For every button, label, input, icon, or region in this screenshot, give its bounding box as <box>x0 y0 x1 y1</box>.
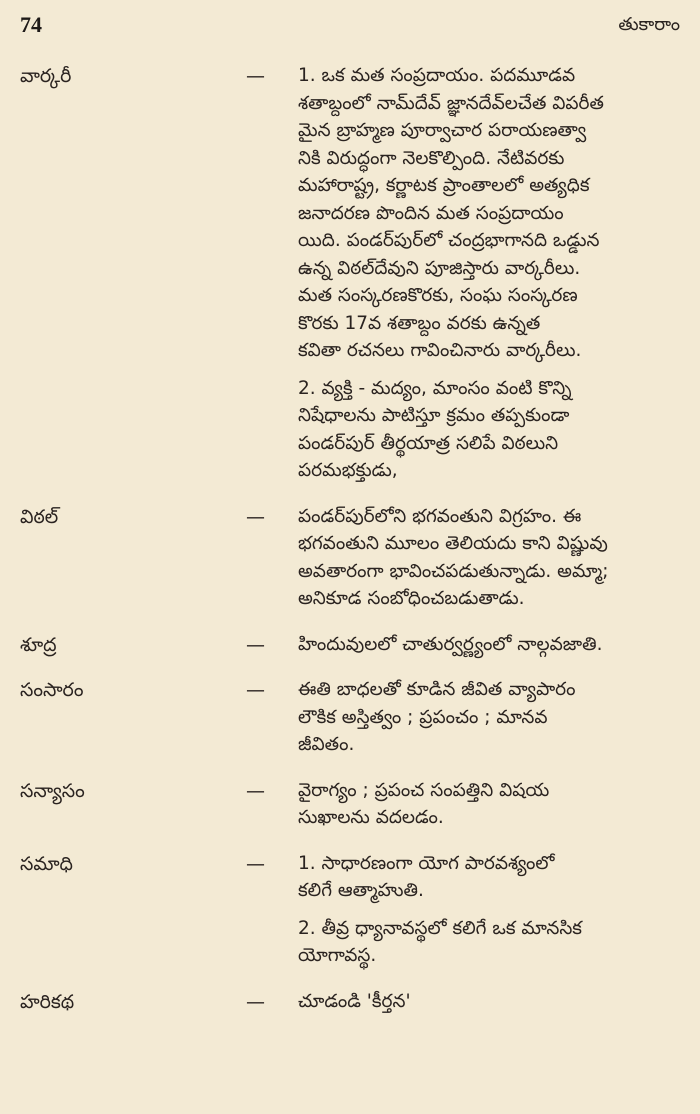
glossary-term: హరికథ <box>20 990 75 1013</box>
page-number: 74 <box>20 12 42 37</box>
definition-paragraph: వైరాగ్యం ; ప్రపంచ సంపత్తిని విషయ సుఖాలను వదలడం. <box>298 779 550 828</box>
em-dash: — <box>246 990 265 1013</box>
glossary-entry-varkari <box>0 62 700 485</box>
glossary-entry-shudra <box>0 631 700 659</box>
definition-paragraph: 1. ఒక మత సంప్రదాయం. పదమూడవ శతాబ్దంలో నామ్‌దేవ్ జ్ఞానదేవ్‌లచేత విపరీత మైన బ్రాహ్మణ పూర్వాచార పరాయణత్వా నికి విరుద్ధంగా నెలకొల్పింది. నేటివరకు మహారాష్ట్ర, కర్ణాటక ప్రాంతాలలో అత్యధిక జనాదరణ పొందిన మత సంప్రదాయం యిది. పండర్‌పుర్‌లో చంద్రభాగానది ఒడ్డున ఉన్న విఠల్‌దేవుని పూజిస్తారు వార్కరీలు. మత సంస్కరణకొరకు, సంఘ సంస్కరణ కొరకు 17వ శతాబ్దం వరకు ఉన్నత కవితా రచనలు గావించినారు వార్కరీలు. <box>298 65 604 361</box>
em-dash: — <box>246 852 265 875</box>
em-dash: — <box>246 779 265 802</box>
em-dash: — <box>246 633 265 656</box>
definition-paragraph: ఈతి బాధలతో కూడిన జీవిత వ్యాపారం లౌకిక అస్తిత్వం ; ప్రపంచం ; మానవ జీవితం. <box>298 679 576 755</box>
em-dash: — <box>246 65 265 87</box>
glossary-term: శూద్ర <box>20 633 57 656</box>
glossary-entry-sanyasam <box>0 777 700 832</box>
glossary-term: సమాధి <box>20 852 73 875</box>
em-dash: — <box>246 505 265 528</box>
glossary-term: సంసారం <box>20 679 84 701</box>
glossary-entry-samadhi <box>0 850 700 970</box>
glossary-term: విఠల్ <box>20 505 59 528</box>
em-dash: — <box>246 679 265 701</box>
glossary-entry-vithal <box>0 503 700 613</box>
definition-paragraph: 2. తీవ్ర ధ్యానావస్థలో కలిగే ఒక మానసిక యోగావస్థ. <box>298 917 582 966</box>
running-head: తుకారాం <box>618 14 680 35</box>
glossary-entry-samsaram <box>0 676 700 759</box>
glossary-term: సన్యాసం <box>20 779 85 802</box>
glossary <box>0 62 700 1033</box>
definition-paragraph: చూడండి 'కీర్తన' <box>298 990 411 1012</box>
glossary-term: వార్కరీ <box>20 65 72 87</box>
definition-paragraph: 1. సాధారణంగా యోగ పారవశ్యంలో కలిగే ఆత్మాహుతి. <box>298 852 555 901</box>
definition-paragraph: హిందువులలో చాతుర్వర్ణ్యంలో నాల్గవజాతి. <box>298 633 603 655</box>
glossary-entry-harikatha <box>0 988 700 1016</box>
definition-paragraph: 2. వ్యక్తి - మద్యం, మాంసం వంటి కొన్ని నిషేధాలను పాటిస్తూ క్రమం తప్పకుండా పండర్‌పుర్ తీర్థయాత్ర సలిపే విఠలుని పరమభక్తుడు, <box>298 377 572 481</box>
definition-paragraph: పండర్‌పుర్‌లోని భగవంతుని విగ్రహం. ఈ భగవంతుని మూలం తెలియదు కాని విష్ణువు అవతారంగా భావించపడుతున్నాడు. అమ్మా; అనికూడ సంబోధించబడుతాడు. <box>298 505 609 609</box>
